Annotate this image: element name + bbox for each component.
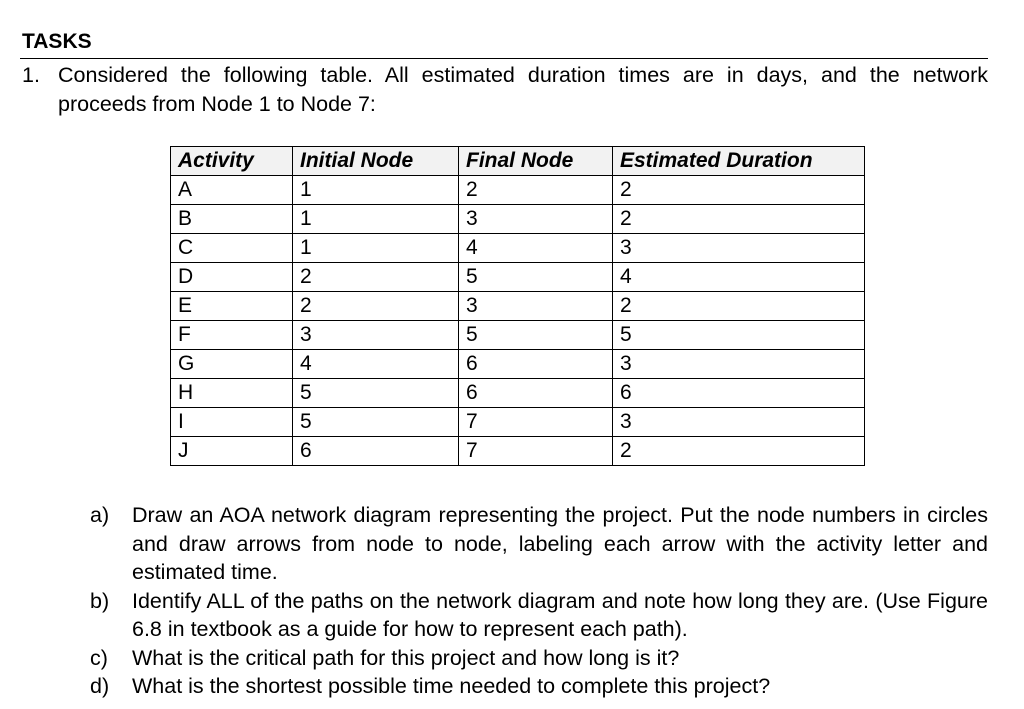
cell-initial-node: 5 (293, 408, 459, 437)
cell-duration: 4 (613, 263, 865, 292)
table-row (171, 176, 865, 205)
cell-activity: I (171, 408, 293, 437)
table-row (171, 437, 865, 466)
cell-final-node: 7 (459, 408, 613, 437)
cell-activity: B (171, 205, 293, 234)
table-row (171, 263, 865, 292)
question-item (90, 501, 988, 587)
cell-initial-node: 5 (293, 379, 459, 408)
question-text: What is the shortest possible time needed to complete this project? (132, 674, 771, 698)
cell-duration: 2 (613, 205, 865, 234)
cell-activity: C (171, 234, 293, 263)
cell-activity: D (171, 263, 293, 292)
cell-duration: 3 (613, 408, 865, 437)
question-list (90, 501, 988, 701)
section-heading: TASKS (22, 30, 92, 53)
cell-duration: 3 (613, 350, 865, 379)
cell-activity: J (171, 437, 293, 466)
cell-initial-node: 4 (293, 350, 459, 379)
cell-final-node: 6 (459, 350, 613, 379)
cell-initial-node: 2 (293, 263, 459, 292)
question-label: c) (90, 645, 108, 670)
cell-duration: 6 (613, 379, 865, 408)
heading-divider (20, 58, 988, 59)
cell-activity: H (171, 379, 293, 408)
cell-activity: A (171, 176, 293, 205)
cell-final-node: 3 (459, 205, 613, 234)
header-final-node: Final Node (459, 147, 613, 176)
cell-initial-node: 3 (293, 321, 459, 350)
cell-initial-node: 1 (293, 234, 459, 263)
cell-activity: F (171, 321, 293, 350)
table-header-row (171, 147, 865, 176)
table-row (171, 408, 865, 437)
activity-table (170, 146, 865, 466)
cell-duration: 2 (613, 176, 865, 205)
question-label: b) (90, 588, 110, 613)
task-paragraph (22, 61, 988, 119)
question-item (90, 587, 988, 644)
cell-final-node: 3 (459, 292, 613, 321)
cell-initial-node: 2 (293, 292, 459, 321)
question-text: What is the critical path for this project and how long is it? (132, 645, 680, 670)
table-row (171, 350, 865, 379)
cell-final-node: 7 (459, 437, 613, 466)
table-row (171, 205, 865, 234)
table-row (171, 321, 865, 350)
cell-activity: G (171, 350, 293, 379)
cell-final-node: 4 (459, 234, 613, 263)
question-label: a) (90, 503, 110, 527)
table-row (171, 234, 865, 263)
cell-duration: 5 (613, 321, 865, 350)
question-text: Identify ALL of the paths on the network diagram and note how long they are. (Use Figure 6.8 in textbook as a guide for how to represent each path). (132, 588, 988, 641)
cell-initial-node: 6 (293, 437, 459, 466)
cell-initial-node: 1 (293, 205, 459, 234)
task-text: Considered the following table. All estimated duration times are in days, and the network proceeds from Node 1 to Node 7: (58, 63, 988, 116)
cell-final-node: 6 (459, 379, 613, 408)
question-text: Draw an AOA network diagram representing the project. Put the node numbers in circles and draw arrows from node to node, labeling each arrow with the activity letter and estimated time. (132, 503, 988, 584)
cell-final-node: 5 (459, 263, 613, 292)
header-estimated-duration: Estimated Duration (613, 147, 865, 176)
header-activity: Activity (171, 147, 293, 176)
task-number: 1. (22, 63, 40, 87)
cell-final-node: 2 (459, 176, 613, 205)
cell-initial-node: 1 (293, 176, 459, 205)
question-label: d) (90, 674, 110, 698)
cell-duration: 3 (613, 234, 865, 263)
table-row (171, 379, 865, 408)
cell-activity: E (171, 292, 293, 321)
cell-duration: 2 (613, 292, 865, 321)
question-item (90, 672, 988, 701)
header-initial-node: Initial Node (293, 147, 459, 176)
cell-final-node: 5 (459, 321, 613, 350)
table-row (171, 292, 865, 321)
cell-duration: 2 (613, 437, 865, 466)
question-item (90, 644, 988, 673)
